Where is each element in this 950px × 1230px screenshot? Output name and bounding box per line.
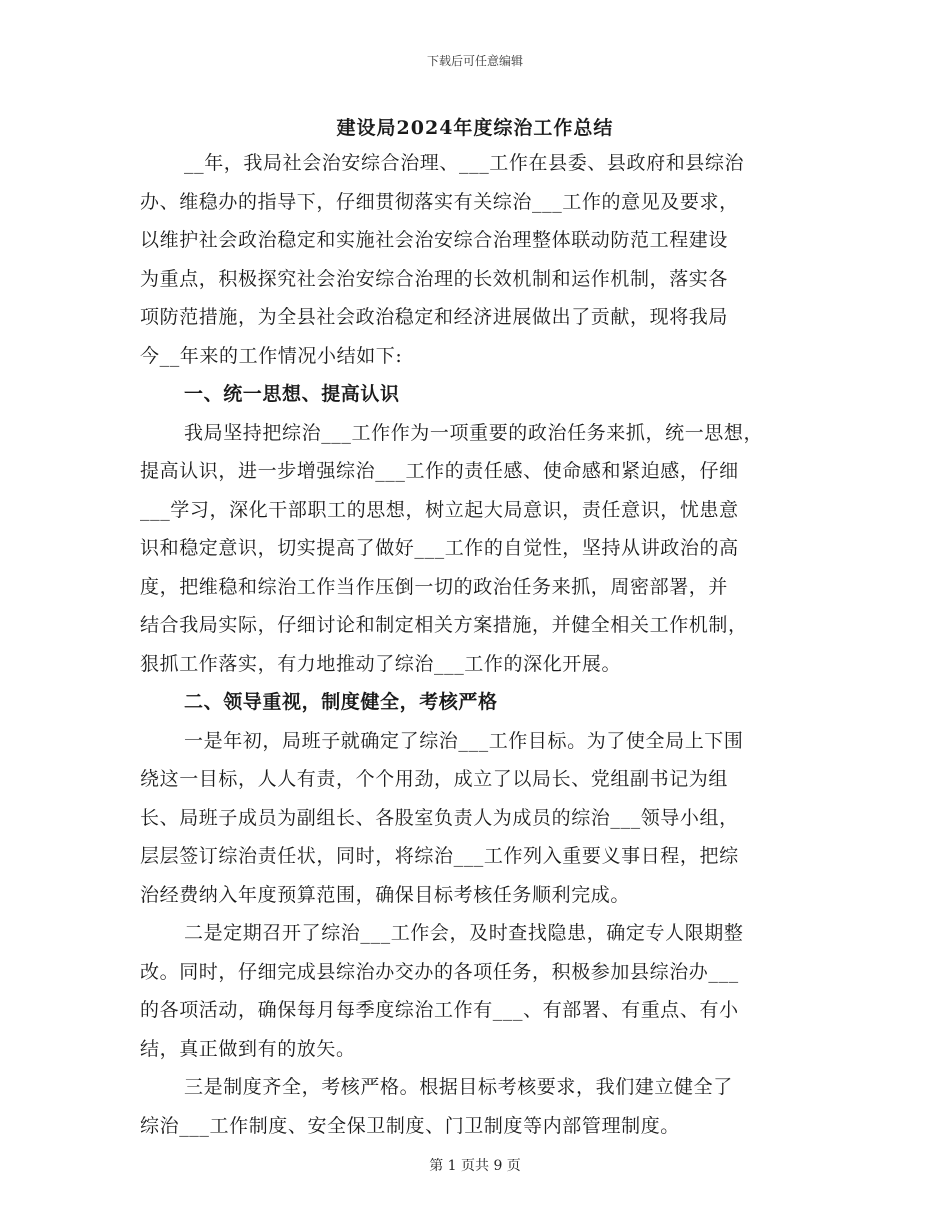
text-line: 的各项活动，确保每月每季度综治工作有___、有部署、有重点、有小 (140, 999, 739, 1021)
text-line: 绕这一目标，人人有责，个个用劲，成立了以局长、党组副书记为组 (140, 768, 729, 790)
document-body (140, 144, 820, 1145)
text-line: 三是制度齐全，考核严格。根据目标考核要求，我们建立健全了 (184, 1076, 733, 1098)
text-line: 一是年初，局班子就确定了综治___工作目标。为了使全局上下围 (184, 729, 744, 752)
text-line: 我局坚持把综治___工作作为一项重要的政治任务来抓，统一思想， (184, 421, 764, 444)
text-line: 综治___工作制度、安全保卫制度、门卫制度等内部管理制度。 (140, 1114, 680, 1137)
text-line: 结，真正做到有的放矢。 (140, 1037, 356, 1060)
text-line: __年，我局社会治安综合治理、___工作在县委、县政府和县综治 (184, 152, 745, 174)
section-heading: 一、统一思想、提高认识 (184, 383, 400, 405)
text-line: 层层签订综治责任状，同时，将综治___工作列入重要义事日程，把综 (140, 845, 739, 867)
text-line: 识和稳定意识，切实提高了做好___工作的自觉性，坚持从讲政治的高 (140, 537, 739, 559)
text-line: 项防范措施，为全县社会政治稳定和经济进展做出了贡献，现将我局 (140, 306, 729, 328)
text-line: 狠抓工作落实，有力地推动了综治___工作的深化开展。 (140, 652, 622, 675)
document-title: 建设局2024年度综治工作总结 (336, 117, 614, 139)
page-footer: 第 1 页共 9 页 (429, 1158, 521, 1174)
section-heading: 二、领导重视，制度健全，考核严格 (184, 691, 498, 713)
text-line: 办、维稳办的指导下，仔细贯彻落实有关综治___工作的意见及要求， (140, 190, 739, 213)
text-line: 度，把维稳和综治工作当作压倒一切的政治任务来抓，周密部署，并 (140, 575, 729, 598)
text-line: ___学习，深化干部职工的思想，树立起大局意识，责任意识，忧患意 (140, 498, 739, 521)
text-line: 结合我局实际，仔细讨论和制定相关方案措施，并健全相关工作机制， (140, 614, 748, 636)
text-line: 治经费纳入年度预算范围，确保目标考核任务顺利完成。 (140, 883, 631, 906)
text-line: 以维护社会政治稳定和实施社会治安综合治理整体联动防范工程建设 (140, 229, 729, 251)
text-line: 今__年来的工作情况小结如下: (140, 344, 403, 367)
text-line: 提高认识，进一步增强综治___工作的责任感、使命感和紧迫感，仔细 (140, 460, 739, 482)
text-line: 改。同时，仔细完成县综治办交办的各项任务，积极参加县综治办___ (140, 960, 739, 983)
text-line: 为重点，积极探究社会治安综合治理的长效机制和运作机制，落实各 (140, 267, 729, 290)
header-note: 下载后可任意编辑 (426, 54, 523, 68)
text-line: 长、局班子成员为副组长、各股室负责人为成员的综治___领导小组， (140, 806, 739, 829)
text-line: 二是定期召开了综治___工作会，及时查找隐患，确定专人限期整 (184, 922, 744, 944)
